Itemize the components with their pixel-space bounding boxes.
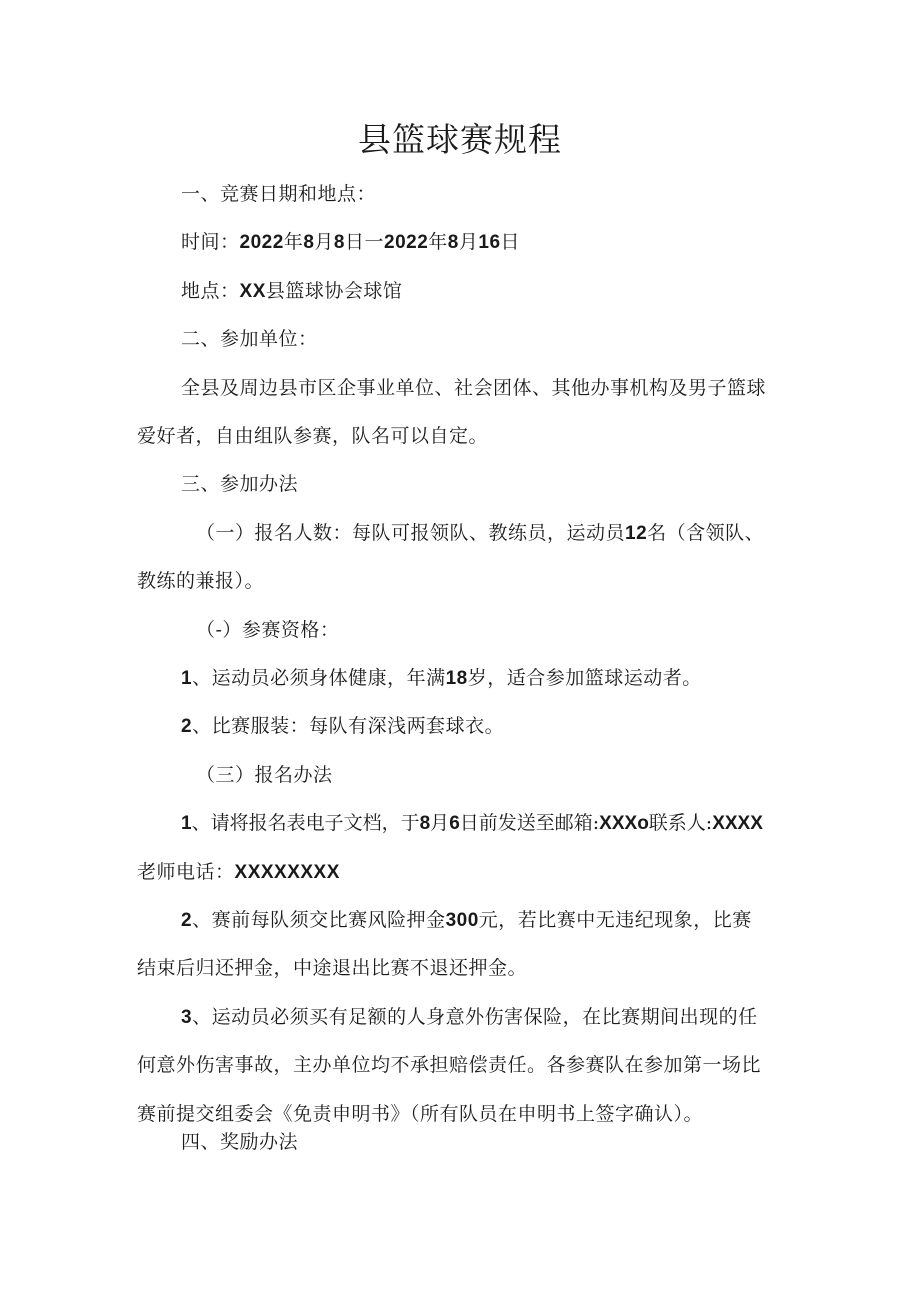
deposit-amount: 300 (445, 910, 479, 931)
section-4-heading: 四、奖励办法 (181, 1131, 299, 1153)
end-month: 8 (447, 232, 459, 253)
time-label: 时间： (181, 231, 240, 253)
end-year: 2022 (384, 232, 429, 253)
section-3a-line-1 (196, 519, 764, 548)
competition-place (181, 277, 402, 306)
text-fragment: 日 (500, 231, 521, 253)
text-fragment: 岁，适合参加篮球运动者。 (467, 667, 702, 689)
text-fragment: 月 (430, 812, 450, 834)
section-3c-item-1-line-1 (181, 809, 763, 838)
section-3b-item-2 (181, 712, 504, 741)
section-3c-heading: （三）报名办法 (196, 764, 333, 786)
athlete-count: 12 (625, 523, 648, 544)
start-year: 2022 (239, 232, 284, 253)
text-fragment: （一）报名人数：每队可报领队、教练员，运动员 (196, 522, 626, 544)
section-3c-item-3-line-2: 何意外伤害事故，主办单位均不承担赔偿责任。各参赛队在参加第一场比 (137, 1054, 762, 1076)
section-3c-item-3-line-3: 赛前提交组委会《免责申明书》（所有队员在申明书上签字确认）。 (137, 1103, 704, 1125)
text-fragment: 月 (458, 231, 479, 253)
section-3b-heading: （-）参赛资格： (196, 619, 340, 641)
contact-phone: XXXXXXXX (234, 862, 340, 883)
minimum-age: 18 (445, 668, 468, 689)
item-number: 1 (181, 668, 193, 689)
section-2-heading: 二、参加单位： (181, 328, 318, 350)
email-address: XXXo (599, 813, 649, 834)
text-fragment: 日一 (344, 231, 384, 253)
text-fragment: 名（含领队、 (647, 522, 765, 544)
section-3a-line-2: 教练的兼报）。 (137, 570, 265, 592)
text-fragment: 年 (283, 231, 304, 253)
competition-time (181, 228, 520, 257)
deadline-month: 8 (419, 813, 431, 834)
section-3-heading: 三、参加办法 (181, 473, 299, 495)
item-number: 2 (181, 716, 193, 737)
text-fragment: 、赛前每队须交比赛风险押金 (192, 909, 446, 931)
text-fragment: 、运动员必须身体健康，年满 (192, 667, 446, 689)
contact-name: XXXX (712, 813, 763, 834)
section-1-heading: 一、竞赛日期和地点： (181, 183, 377, 205)
section-2-line-1: 全县及周边县市区企事业单位、社会团体、其他办事机构及男子篮球 (181, 377, 767, 399)
start-day: 8 (333, 232, 345, 253)
section-3b-item-1 (181, 664, 702, 693)
item-number: 3 (181, 1007, 193, 1028)
place-label: 地点： (181, 280, 240, 302)
section-3c-item-2-line-2: 结束后归还押金，中途退出比赛不退还押金。 (137, 957, 528, 979)
start-month: 8 (303, 232, 315, 253)
text-fragment: 元，若比赛中无违纪现象，比赛 (478, 909, 752, 931)
text-fragment: 老师电话： (137, 861, 235, 883)
text-fragment: 年 (428, 231, 448, 253)
text-fragment: 日前发送至邮箱: (459, 812, 600, 834)
section-2-line-2: 爱好者，自由组队参赛，队名可以自定。 (137, 425, 489, 447)
end-day: 16 (478, 232, 501, 253)
text-fragment: 联系人: (648, 812, 713, 834)
text-fragment: 、比赛服装：每队有深浅两套球衣。 (192, 715, 505, 737)
document-title: 县篮球赛规程 (358, 120, 562, 159)
item-number: 2 (181, 910, 193, 931)
place-text: 县篮球协会球馆 (265, 280, 403, 302)
section-3c-item-1-line-2 (137, 858, 340, 887)
text-fragment: 、运动员必须买有足额的人身意外伤害保险，在比赛期间出现的任 (192, 1006, 758, 1028)
section-3c-item-2-line-1 (181, 906, 752, 935)
place-code: XX (239, 281, 266, 302)
deadline-day: 6 (449, 813, 460, 834)
section-3c-item-3-line-1 (181, 1003, 758, 1032)
text-fragment: 月 (314, 231, 334, 253)
item-number: 1 (181, 813, 192, 834)
text-fragment: 、请将报名表电子文档，于 (191, 812, 420, 834)
